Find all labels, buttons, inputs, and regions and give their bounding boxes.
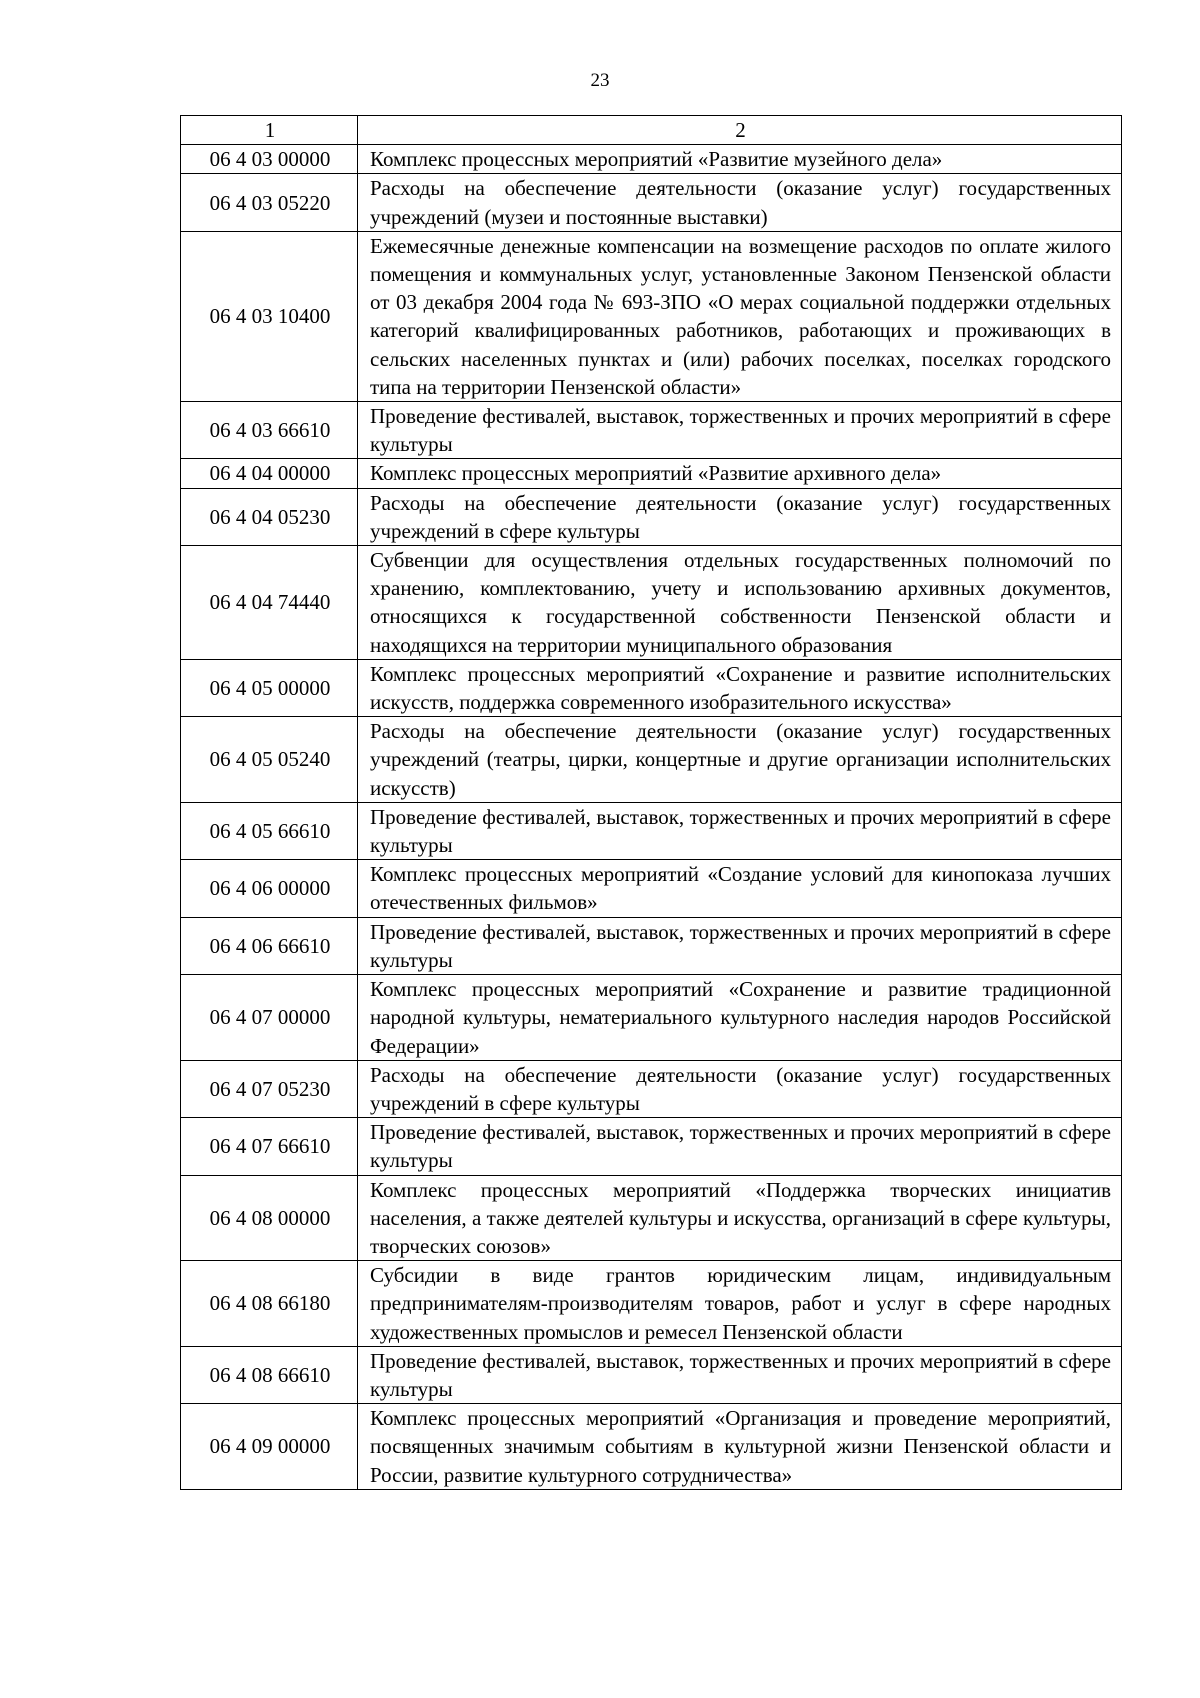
expenditure-description: Комплекс процессных мероприятий «Организация и проведение мероприятий, посвященных значимым событиям в культурной жизни Пензенской области и России, развитие культурного сотрудничества»	[358, 1404, 1122, 1490]
table-row	[181, 174, 1122, 231]
classification-code: 06 4 07 00000	[181, 975, 358, 1061]
classification-code: 06 4 03 10400	[181, 231, 358, 401]
classification-code: 06 4 06 66610	[181, 917, 358, 974]
expenditure-description: Комплекс процессных мероприятий «Сохранение и развитие традиционной народной культуры, нематериального культурного наследия народов Российской Федерации»	[358, 975, 1122, 1061]
table-row	[181, 659, 1122, 716]
table-row	[181, 459, 1122, 488]
page-number: 23	[590, 70, 610, 91]
table-row	[181, 717, 1122, 803]
table-row	[181, 1175, 1122, 1261]
expenditure-description: Комплекс процессных мероприятий «Поддержка творческих инициатив населения, а также деятелей культуры и искусства, организаций в сфере культуры, творческих союзов»	[358, 1175, 1122, 1261]
expenditure-description: Расходы на обеспечение деятельности (оказание услуг) государственных учреждений в сфере культуры	[358, 488, 1122, 545]
classification-code: 06 4 03 66610	[181, 402, 358, 459]
table-row	[181, 1118, 1122, 1175]
expenditure-description: Комплекс процессных мероприятий «Сохранение и развитие исполнительских искусств, поддержка современного изобразительного искусства»	[358, 659, 1122, 716]
expenditure-description: Расходы на обеспечение деятельности (оказание услуг) государственных учреждений (музеи и постоянные выставки)	[358, 174, 1122, 231]
classification-code: 06 4 08 66610	[181, 1346, 358, 1403]
classification-code: 06 4 04 05230	[181, 488, 358, 545]
classification-code: 06 4 08 00000	[181, 1175, 358, 1261]
expenditure-description: Комплекс процессных мероприятий «Создание условий для кинопоказа лучших отечественных фильмов»	[358, 860, 1122, 917]
table-body	[181, 145, 1122, 1490]
classification-code: 06 4 03 05220	[181, 174, 358, 231]
expenditure-description: Проведение фестивалей, выставок, торжественных и прочих мероприятий в сфере культуры	[358, 1346, 1122, 1403]
column-header-code: 1	[181, 116, 358, 145]
table-row	[181, 1346, 1122, 1403]
table-row	[181, 231, 1122, 401]
classification-code: 06 4 07 05230	[181, 1060, 358, 1117]
classification-code: 06 4 03 00000	[181, 145, 358, 174]
expenditure-description: Проведение фестивалей, выставок, торжественных и прочих мероприятий в сфере культуры	[358, 802, 1122, 859]
expenditure-description: Субсидии в виде грантов юридическим лицам, индивидуальным предпринимателям-производителям товаров, работ и услуг в сфере народных художественных промыслов и ремесел Пензенской области	[358, 1261, 1122, 1347]
expenditure-description: Расходы на обеспечение деятельности (оказание услуг) государственных учреждений в сфере культуры	[358, 1060, 1122, 1117]
expenditure-description: Комплекс процессных мероприятий «Развитие музейного дела»	[358, 145, 1122, 174]
table-row	[181, 145, 1122, 174]
classification-code: 06 4 06 00000	[181, 860, 358, 917]
table-row	[181, 802, 1122, 859]
classification-code: 06 4 08 66180	[181, 1261, 358, 1347]
table-header-row	[181, 116, 1122, 145]
expenditure-description: Субвенции для осуществления отдельных государственных полномочий по хранению, комплектованию, учету и использованию архивных документов, относящихся к государственной собственности Пензенской области и находящихся на территории муниципального образования	[358, 546, 1122, 660]
table-row	[181, 1404, 1122, 1490]
classification-code: 06 4 04 74440	[181, 546, 358, 660]
expenditure-description: Комплекс процессных мероприятий «Развитие архивного дела»	[358, 459, 1122, 488]
table-row	[181, 546, 1122, 660]
classification-code: 06 4 05 00000	[181, 659, 358, 716]
expenditure-description: Расходы на обеспечение деятельности (оказание услуг) государственных учреждений (театры, цирки, концертные и другие организации исполнительских искусств)	[358, 717, 1122, 803]
expenditure-description: Ежемесячные денежные компенсации на возмещение расходов по оплате жилого помещения и коммунальных услуг, установленные Законом Пензенской области от 03 декабря 2004 года № 693-ЗПО «О мерах социальной поддержки отдельных категорий квалифицированных работников, работающих и проживающих в сельских населенных пунктах и (или) рабочих поселках, поселках городского типа на территории Пензенской области»	[358, 231, 1122, 401]
table-row	[181, 488, 1122, 545]
table-row	[181, 860, 1122, 917]
budget-codes-table	[180, 115, 1122, 1490]
column-header-description: 2	[358, 116, 1122, 145]
classification-code: 06 4 09 00000	[181, 1404, 358, 1490]
expenditure-description: Проведение фестивалей, выставок, торжественных и прочих мероприятий в сфере культуры	[358, 1118, 1122, 1175]
table-row	[181, 402, 1122, 459]
classification-code: 06 4 05 66610	[181, 802, 358, 859]
classification-code: 06 4 04 00000	[181, 459, 358, 488]
table-row	[181, 975, 1122, 1061]
classification-code: 06 4 07 66610	[181, 1118, 358, 1175]
table-row	[181, 1060, 1122, 1117]
table-row	[181, 917, 1122, 974]
expenditure-description: Проведение фестивалей, выставок, торжественных и прочих мероприятий в сфере культуры	[358, 402, 1122, 459]
expenditure-description: Проведение фестивалей, выставок, торжественных и прочих мероприятий в сфере культуры	[358, 917, 1122, 974]
table-row	[181, 1261, 1122, 1347]
classification-code: 06 4 05 05240	[181, 717, 358, 803]
